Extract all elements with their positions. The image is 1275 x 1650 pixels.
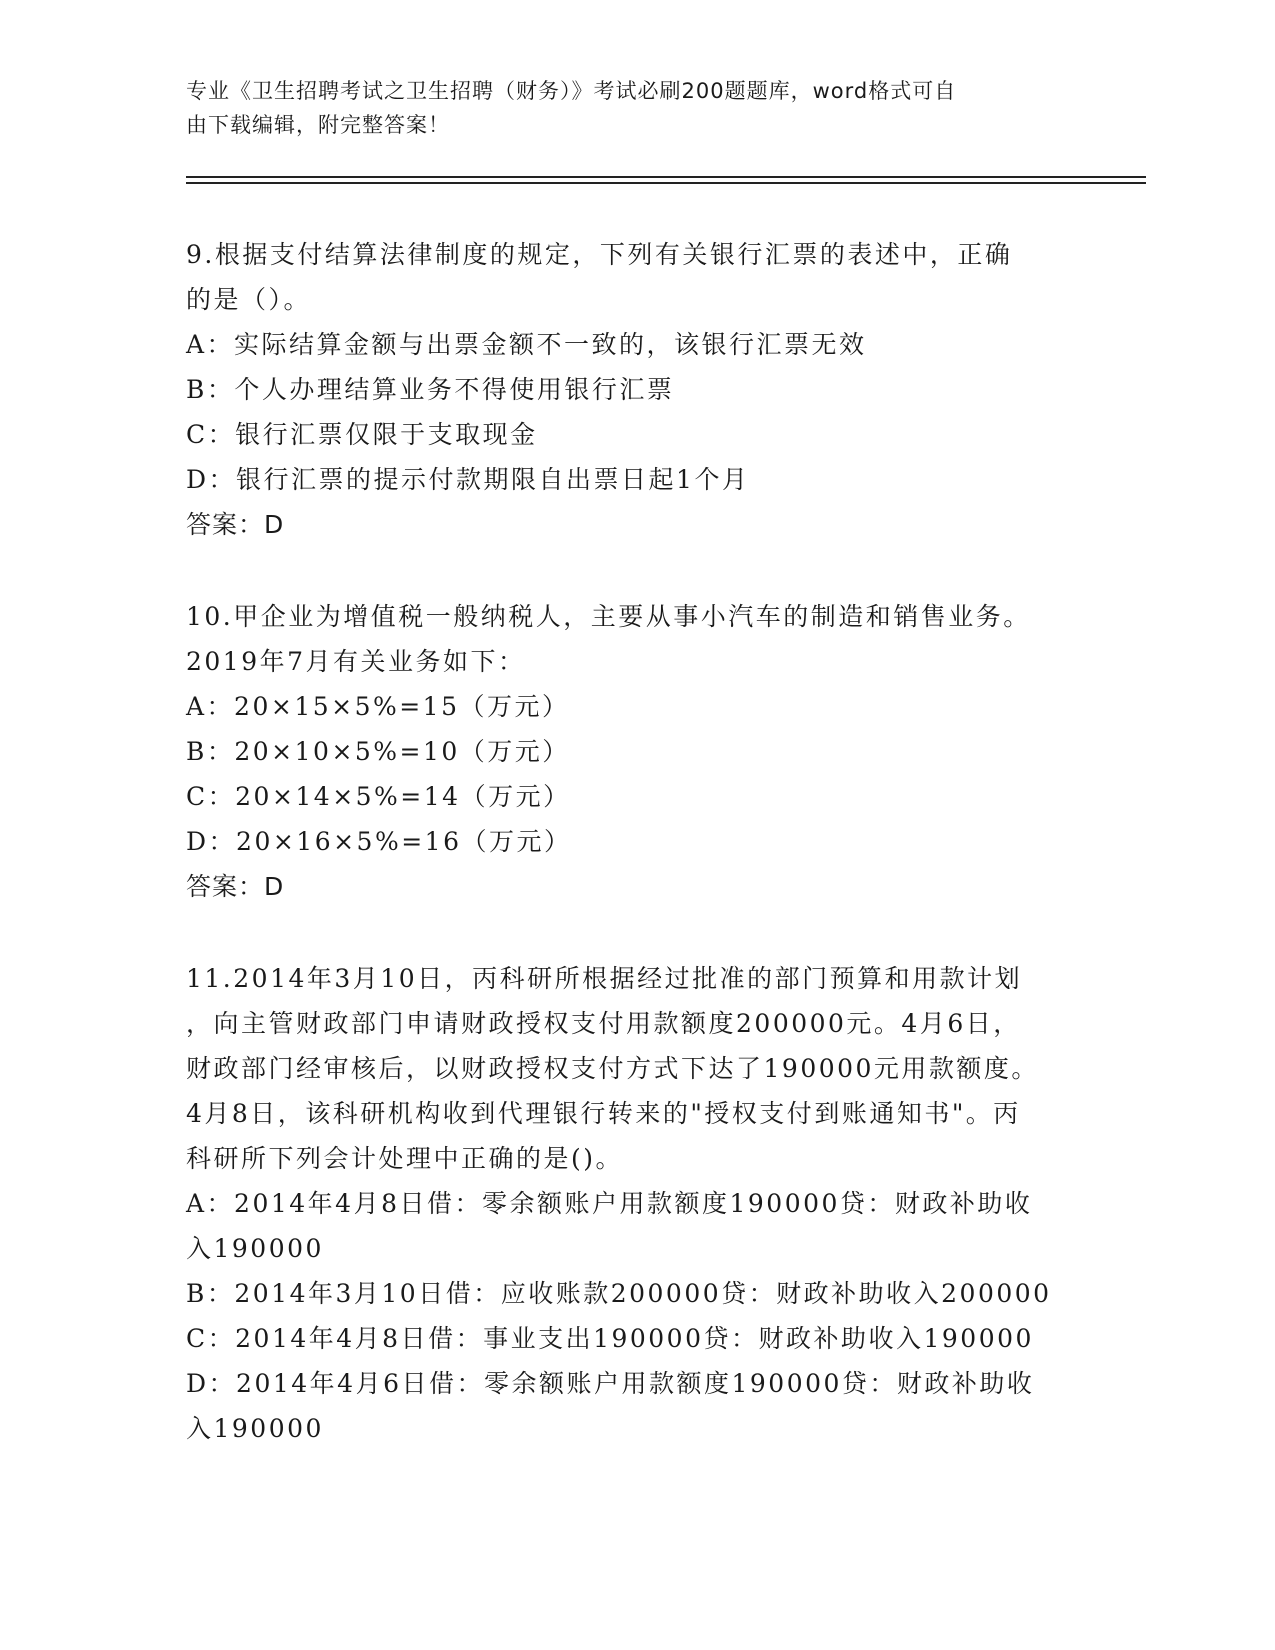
question-text-line: 4月8日，该科研机构收到代理银行转来的"授权支付到账通知书"。丙 xyxy=(186,1099,1021,1128)
question-9 xyxy=(186,232,1086,547)
option-a: A：20×15×5%=15（万元） xyxy=(186,692,570,721)
option-a: A：实际结算金额与出票金额不一致的，该银行汇票无效 xyxy=(186,330,867,359)
question-10 xyxy=(186,594,1086,909)
header-line-1: 专业《卫生招聘考试之卫生招聘（财务）》考试必刷200题题库，word格式可自 xyxy=(186,79,957,103)
option-d: D：2014年4月6日借：零余额账户用款额度190000贷：财政补助收 xyxy=(186,1369,1035,1398)
question-text-line: ，向主管财政部门申请财政授权支付用款额度200000元。4月6日， xyxy=(186,1009,1021,1038)
option-b: B：个人办理结算业务不得使用银行汇票 xyxy=(186,375,675,404)
option-a: A：2014年4月8日借：零余额账户用款额度190000贷：财政补助收 xyxy=(186,1189,1033,1218)
question-11 xyxy=(186,956,1086,1451)
question-list xyxy=(186,232,1086,1451)
spacer xyxy=(186,909,1086,956)
option-d: D：20×16×5%=16（万元） xyxy=(186,827,572,856)
option-b: B：20×10×5%=10（万元） xyxy=(186,737,570,766)
option-c: C：银行汇票仅限于支取现金 xyxy=(186,420,538,449)
question-text-line: 10.甲企业为增值税一般纳税人，主要从事小汽车的制造和销售业务。 xyxy=(186,602,1031,631)
answer: 答案：D xyxy=(186,872,285,901)
question-text-line: 科研所下列会计处理中正确的是()。 xyxy=(186,1144,624,1173)
option-c: C：20×14×5%=14（万元） xyxy=(186,782,571,811)
option-b: B：2014年3月10日借：应收账款200000贷：财政补助收入200000 xyxy=(186,1279,1052,1308)
question-text-line: 的是（）。 xyxy=(186,285,312,314)
question-text-line: 11.2014年3月10日，丙科研所根据经过批准的部门预算和用款计划 xyxy=(186,964,1023,993)
question-text-line: 9.根据支付结算法律制度的规定，下列有关银行汇票的表述中，正确 xyxy=(186,240,1013,269)
header-divider-top xyxy=(186,176,1146,178)
spacer xyxy=(186,547,1086,594)
option-a-continued: 入190000 xyxy=(186,1234,324,1263)
question-text-line: 2019年7月有关业务如下： xyxy=(186,647,526,676)
question-text-line: 财政部门经审核后，以财政授权支付方式下达了190000元用款额度。 xyxy=(186,1054,1039,1083)
header-line-2: 由下载编辑，附完整答案！ xyxy=(186,113,450,137)
option-d: D：银行汇票的提示付款期限自出票日起1个月 xyxy=(186,465,750,494)
document-header xyxy=(186,74,1066,142)
option-c: C：2014年4月8日借：事业支出190000贷：财政补助收入190000 xyxy=(186,1324,1034,1353)
answer: 答案：D xyxy=(186,510,285,539)
option-d-continued: 入190000 xyxy=(186,1414,324,1443)
header-divider-bottom xyxy=(186,182,1146,184)
